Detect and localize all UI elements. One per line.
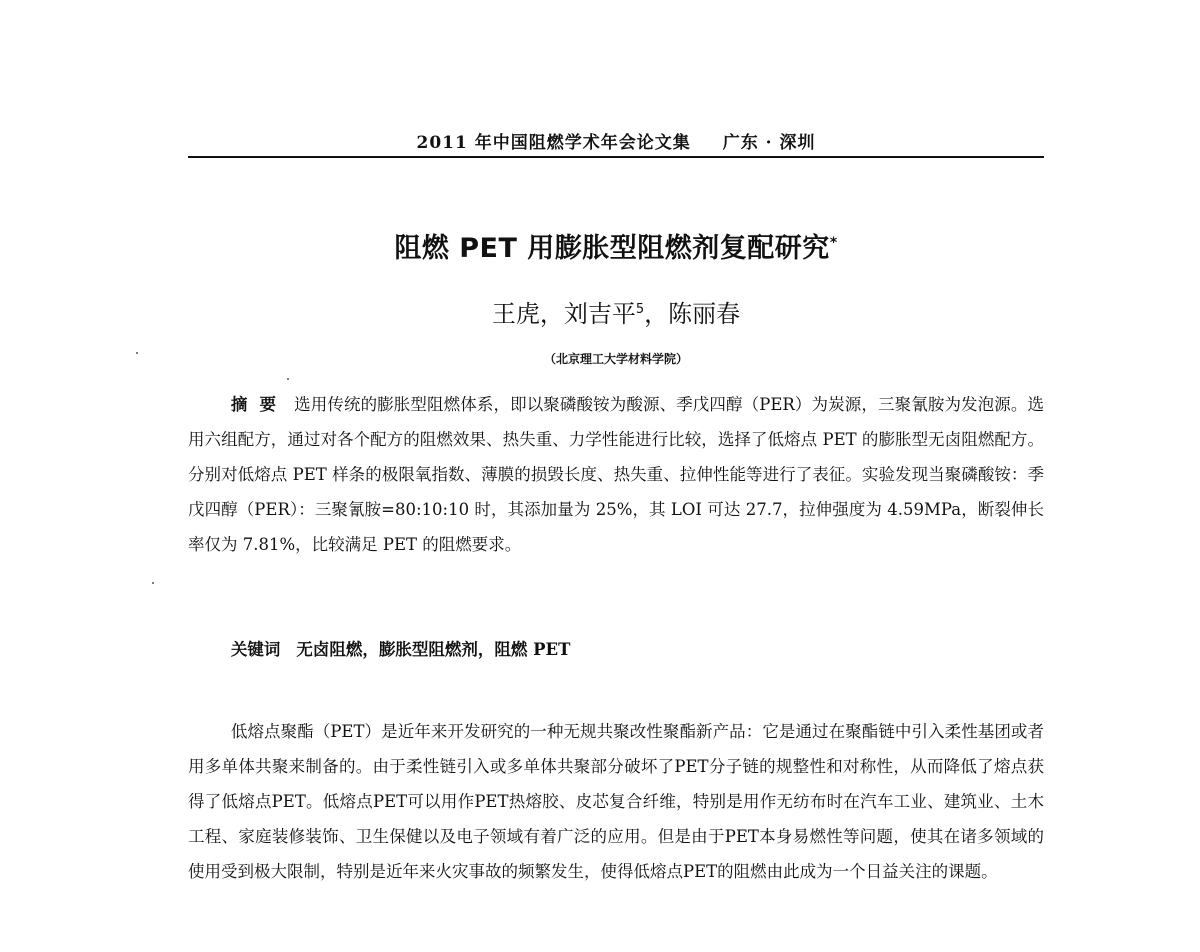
author-1: 王虎，	[491, 300, 564, 328]
scan-speck	[287, 378, 289, 380]
conference-name: 2011 年中国阻燃学术年会论文集	[416, 133, 691, 153]
abstract-text: 选用传统的膨胀型阻燃体系，即以聚磷酸铵为酸源、季戊四醇（PER）为炭源，三聚氰胺为发泡源。选用六组配方，通过对各个配方的阻燃效果、热失重、力学性能进行比较，选择了低熔点 PET 的膨胀型无卤阻燃配方。分别对低熔点 PET 样条的极限氧指数、薄膜的损毁长度、热失重、拉伸性能等进行了表征。实验发现当聚磷酸铵：季戊四醇（PER）：三聚氰胺=80:10:10 时，其添加量为 25%，其 LOI 可达 27.7，拉伸强度为 4.59MPa，断裂伸长率仅为 7.81%，比较满足 PET 的阻燃要求。	[188, 395, 1045, 554]
affiliation: （北京理工大学材料学院）	[543, 352, 688, 366]
scan-speck	[152, 582, 154, 584]
scan-speck	[136, 352, 138, 354]
author-2: 刘吉平	[563, 300, 636, 328]
paper-title	[188, 226, 1044, 265]
title-text: 阻燃 PET 用膨胀型阻燃剂复配研究	[394, 233, 830, 264]
title-footnote-mark: *	[829, 235, 838, 251]
author-list	[188, 294, 1044, 329]
abstract-label: 摘要	[230, 395, 289, 414]
author-3: ，陈丽春	[644, 300, 741, 328]
keywords-label: 关键词	[230, 640, 281, 659]
keywords-text: 无卤阻燃，膨胀型阻燃剂，阻燃 PET	[296, 640, 571, 659]
keywords	[188, 632, 1044, 667]
conference-location: 广东 · 深圳	[722, 133, 816, 153]
header-rule	[188, 156, 1044, 158]
running-header	[188, 128, 1044, 156]
abstract	[188, 387, 1044, 562]
body-paragraph: 低熔点聚酯（PET）是近年来开发研究的一种无规共聚改性聚酯新产品：它是通过在聚酯链中引入柔性基团或者用多单体共聚来制备的。由于柔性链引入或多单体共聚部分破坏了PET分子链的规整性和对称性，从而降低了熔点获得了低熔点PET。低熔点PET可以用作PET热熔胶、皮芯复合纤维，特别是用作无纺布时在汽车工业、建筑业、土木工程、家庭装修装饰、卫生保健以及电子领域有着广泛的应用。但是由于PET本身易燃性等问题，使其在诸多领域的使用受到极大限制，特别是近年来火灾事故的频繁发生，使得低熔点PET的阻燃由此成为一个日益关注的课题。	[188, 722, 1044, 881]
author-2-mark: 5	[635, 302, 645, 317]
